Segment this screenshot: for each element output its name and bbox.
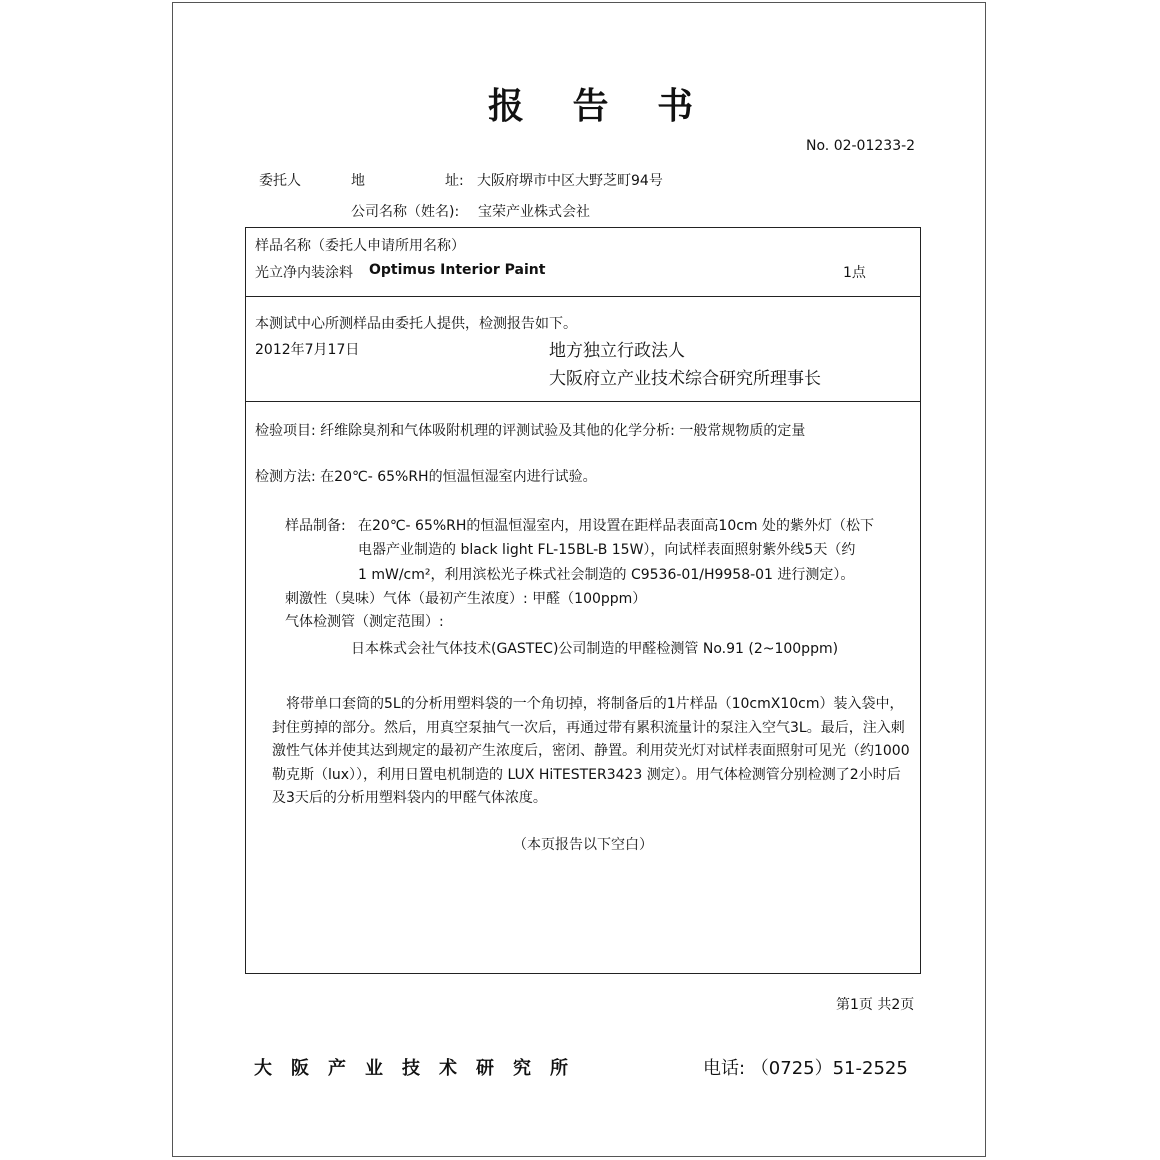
statement-date: 2012年7月17日 <box>255 342 360 358</box>
statement-text: 本测试中心所测样品由委托人提供，检测报告如下。 <box>255 316 577 332</box>
client-label: 委托人 <box>259 173 301 189</box>
issuer-line-1: 地方独立行政法人 <box>549 341 685 361</box>
page-info: 第1页 共2页 <box>836 997 915 1013</box>
issuer-line-2: 大阪府立产业技术综合研究所理事长 <box>549 369 821 389</box>
sample-prep-line: 在20℃- 65%RH的恒温恒湿室内，用设置在距样品表面高10cm 处的紫外灯（松下 <box>358 518 875 534</box>
report-title: 报 告 书 <box>488 86 712 127</box>
inspection-item: 检验项目: 纤维除臭剂和气体吸附机理的评测试验及其他的化学分析: 一般常规物质的定量 <box>255 423 806 439</box>
client-address: 大阪府堺市中区大野芝町94号 <box>477 173 663 189</box>
divider <box>245 401 921 402</box>
procedure-paragraph: 将带单口套筒的5L的分析用塑料袋的一个角切掉，将制备后的1片样品（10cmX10cm）装入袋中，封住剪掉的部分。然后，用真空泵抽气一次后，再通过带有累积流量计的泵注入空气3L。最后，注入刺激性气体并使其达到规定的最初产生浓度后，密闭、静置。利用荧光灯对试样表面照射可见光（约1000勒克斯（lux）），利用日置电机制造的 LUX HiTESTER3423 测定）。用气体检测管分别检测了2小时后及3天后的分析用塑料袋内的甲醛气体浓度。 <box>272 696 910 806</box>
report-number: No. 02-01233-2 <box>806 138 916 154</box>
sample-name-en: Optimus Interior Paint <box>369 262 546 278</box>
company-name: 宝荣产业株式会社 <box>478 204 590 220</box>
company-label: 公司名称（姓名): <box>351 204 460 220</box>
sample-name-cn: 光立净内装涂料 <box>255 265 353 281</box>
sample-count: 1点 <box>843 265 866 281</box>
sample-prep-line: 1 mW/cm²，利用滨松光子株式社会制造的 C9536-01/H9958-01 进行测定）。 <box>358 567 855 583</box>
address-label-1: 地 <box>351 173 365 189</box>
sample-prep-line: 电器产业制造的 black light FL-15BL-B 15W），向试样表面照射紫外线5天（约 <box>358 542 856 558</box>
blank-note: （本页报告以下空白） <box>513 837 653 853</box>
footer-organization: 大阪产业技术研究所 <box>254 1058 587 1079</box>
gas-tube-label: 气体检测管（测定范围）: <box>285 614 444 630</box>
sample-prep-label: 样品制备: <box>285 518 346 534</box>
address-label-2: 址: <box>445 173 464 189</box>
inspection-method: 检测方法: 在20℃- 65%RH的恒温恒湿室内进行试验。 <box>255 469 597 485</box>
irritant-gas: 刺激性（臭味）气体（最初产生浓度）: 甲醛（100ppm） <box>285 591 647 607</box>
gas-tube: 日本株式会社气体技术(GASTEC)公司制造的甲醛检测管 No.91 (2~100ppm) <box>351 641 839 657</box>
sample-header: 样品名称（委托人申请所用名称） <box>255 238 465 254</box>
footer-telephone: 电话: （0725）51-2525 <box>703 1058 908 1079</box>
divider <box>245 296 921 297</box>
